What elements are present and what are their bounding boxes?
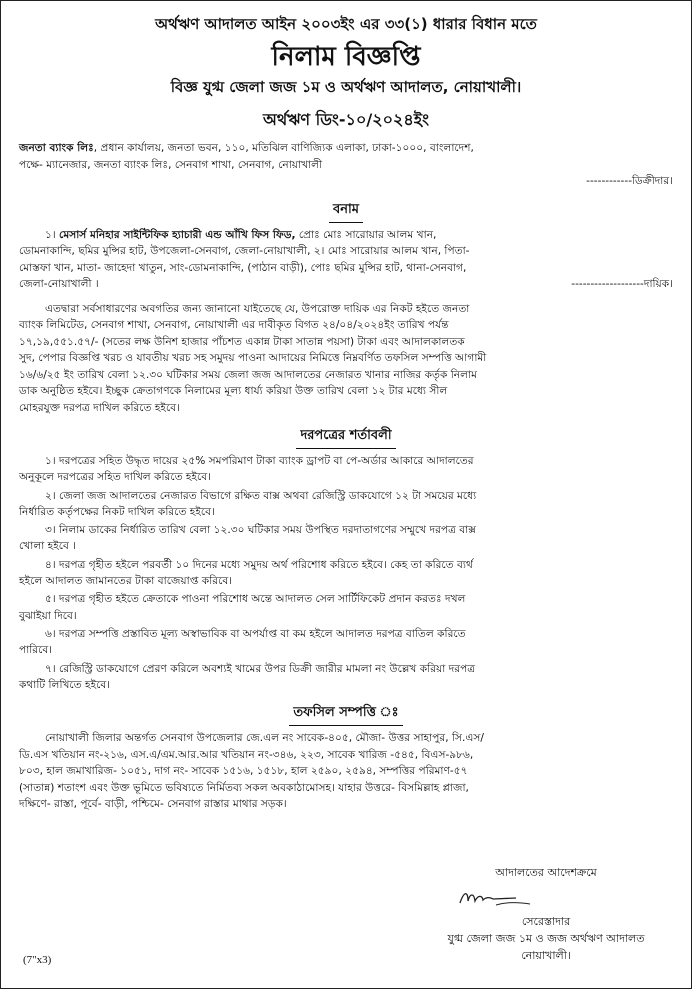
case-number: অর্থঋণ ডিং-১০/২০২৪ইং (262, 110, 429, 129)
debtor-line-1: ১। মেসার্স মনিহার সাইন্টিফিক হ্যাচারী এন্ড আঁখি ফিস ফিড, প্রোঃ মোঃ সারোয়ার আলম খান, (45, 228, 437, 241)
condition-4: ৪। দরপত্র গৃহীত হইলে পরবর্তী ১০ দিনের মধ্যে সমুদয় অর্থ পরিশোধ করিতে হইবে। কেহ তা করিতে ব্যর্থ হইলে আদালত জামানতের টাকা বাজেয়াপ্ত করিবে। (19, 558, 473, 588)
notice-line: ব্যাংক লিমিটেড, সেনবাগ শাখা, সেনবাগ, নোয়াখালী এর দাবীকৃত বিগত ২৪/০৪/২০২৪ইং তারিখ পর্যন্ত (19, 319, 449, 331)
schedule-line: (সাতান্ন) শতাংশ এবং উক্ত ভূমিতে ভবিষ্যতে নির্মিতব্য সকল অবকাঠামোসহ। যাহার উত্তরে- বিসমিল্লাহ প্লাজা, (19, 781, 469, 794)
decree-holder-line-2: পক্ষে- ম্যানেজার, জনতা ব্যাংক লিঃ, সেনবাগ শাখা, সেনবাগ, নোয়াখালী (19, 158, 323, 171)
schedule-body (19, 730, 673, 813)
decree-holder-name: জনতা ব্যাংক লিঃ (19, 142, 94, 154)
notice-line: ১৬/৬/২৫ ইং তারিখ বেলা ১২.৩০ ঘটিকার সময় জেলা জজ আদালতের নেজারত খানার নাজির কর্তৃক নিলাম (19, 368, 477, 381)
debtor-line-2: ডোমনাকান্দি, ছমির মুন্সির হাট, উপজেলা-সেনবাগ, জেলা-নোয়াখালী, ২। মোঃ সারোয়ার আলম খান, পিতা- (19, 245, 470, 257)
notice-title: নিলাম বিজ্ঞপ্তি (271, 42, 421, 72)
conditions-list (19, 453, 673, 693)
signature-image (456, 885, 536, 911)
notice-body (19, 301, 673, 417)
condition-1: ১। দরপত্রের সহিত উদ্ধৃত দায়ের ২৫% সমপরিমাণ টাকা ব্যাংক ড্রাপট বা পে-অর্ডার আকারে আদালতের অনুকূলে দরপত্রের সহিত দাখিল করিতে হইবে। (19, 455, 474, 484)
condition-5: ৫। দরপত্র গৃহীত হইতে ক্রেতাকে পাওনা পরিশোধ অন্তে আদালত সেল সার্টিফিকেট প্রদান করতঃ দখল বুঝাইয়া দিবে। (19, 593, 466, 622)
schedule-heading: তফসিল সম্পত্তি ঃ (19, 701, 673, 726)
schedule-line: ডি.এস খতিয়ান নং-২১৬, এস.এ/এম.আর.আর খতিয়ান নং-৩৪৬, ২২৩, সাবেক খারিজ -৫৪৫, বিএস-৯৮৬, (19, 748, 474, 761)
ad-size-code: (7"x3) (23, 954, 52, 966)
notice-line: ১৭,১৯,৫৫১.৫৭/- (সতের লক্ষ উনিশ হাজার পাঁচশত একান্ন টাকা সাতান্ন পয়সা) টাকা এবং আদালকালতক (19, 335, 465, 348)
notice-line: মোহরযুক্ত দরপত্র দাখিল করিতে হইবে। (19, 401, 180, 414)
versus-heading: বনাম (19, 198, 673, 223)
schedule-line: ৮০৩, হাল জমাখারিজ- ১০৫১, দাগ নং- সাবেক ১৫১৬, ১৫১৮, হাল ২৫৯০, ২৫৯৪, সম্পত্তির পরিমাণ-৫৭ (19, 765, 468, 778)
debtor-firm-name: মেসার্স মনিহার সাইন্টিফিক হ্যাচারী এন্ড আঁখি ফিস ফিড, (59, 228, 296, 241)
decree-holder-details: , প্রধান কার্যালয়, জনতা ভবন, ১১০, মতিঝিল বাণিজ্যিক এলাকা, ঢাকা-১০০০, বাংলাদেশ, (93, 142, 474, 154)
decree-holder-line-1 (19, 140, 673, 157)
schedule-line: নোয়াখালী জিলার অন্তর্গত সেনবাগ উপজেলার জে.এল নং সাবেক-৪০৫, মৌজা- উত্তর সাহাপুর, সি.এস/ (45, 732, 484, 745)
designation: সেরেস্তাদার (521, 915, 571, 928)
notice-line: এতদ্বারা সর্বসাধারণের অবগতির জন্য জানানো যাইতেছে যে, উপরোক্ত দায়িক এর নিকট হইতে জনতা (45, 302, 470, 315)
decree-holder-label: ------------ডিক্রীদার। (586, 175, 673, 187)
notice-line: ডাক অনুষ্ঠিত হইবে। ইচ্ছুক ক্রেতাগণকে নিলামের মূল্য ধার্য্য করিয়া উক্ত তারিখ বেলা ১২ টার মধ্যে সীল (19, 385, 448, 397)
schedule-line: দক্ষিণে- রাস্তা, পূর্বে- বাড়ী, পশ্চিমে- সেনবাগ রাস্তার মাথার সড়ক। (19, 798, 287, 811)
condition-7: ৭। রেজিস্ট্রি ডাকযোগে প্রেরণ করিলে অবশ্যই খামের উপর ডিক্রী জারীর মামলা নং উল্লেখ করিয়া দরপত্র কথাটি লিখিতে হইবে। (19, 662, 476, 691)
issuing-court: যুগ্ম জেলা জজ ১ম ও জজ অর্থঋণ আদালত (447, 932, 645, 945)
debtor-line-3: মোস্তফা খান, মাতা- জাহেদা খাতুন, সাং-ডোমনাকান্দি, (পাঠান বাড়ী), পোঃ ছমির মুন্সির হাট, থানা-সেনবাগ, (19, 261, 467, 274)
court-place: নোয়াখালী। (521, 949, 571, 962)
court-name: বিজ্ঞ যুগ্ম জেলা জজ ১ম ও অর্থঋণ আদালত, নোয়াখালী। (170, 78, 522, 96)
debtor-line-4: জেলা-নোয়াখালী । -------------------দায়িক। (19, 276, 673, 293)
by-order-of-court: আদালতের আদেশক্রমে (495, 866, 597, 879)
decree-holder-block (19, 140, 673, 190)
condition-3: ৩। নিলাম ডাকের নির্ধারিত তারিখ বেলা ১২.৩০ ঘটিকার সময় উপস্থিত দরদাতাগণের সম্মুখে দরপত্র বাক্স খোলা হইবে । (19, 524, 476, 553)
law-reference: অর্থঋণ আদালত আইন ২০০৩ইং এর ৩৩(১) ধারার বিধান মতে (155, 15, 537, 33)
condition-2: ২। জেলা জজ আদালতের নেজারত বিভাগে রক্ষিত বাক্স অথবা রেজিস্ট্রি ডাকযোগে ১২ টা সময়ের মধ্যে নির্ধারিত কর্তৃপক্ষের নিকট দাখিল করিতে হইবে। (19, 489, 477, 518)
condition-6: ৬। দরপত্র সম্পত্তি প্রস্তাবিত মূল্য অস্বাভাবিক বা অপর্যাপ্ত বা কম হইলে আদালত দরপত্র বাতিল করিতে পারিবে। (19, 627, 466, 657)
debtor-block (19, 227, 673, 293)
notice-line: সুদ, পেপার বিজ্ঞপ্তি খরচ ও যাবতীয় খরচ সহ সমুদয় পাওনা আদায়ের নিমিত্তে নিম্নবর্ণিত তফসিল সম্পত্তি আগামী (19, 352, 487, 364)
conditions-heading: দরপত্রের শর্তাবলী (19, 424, 673, 449)
debtor-label: -------------------দায়িক। (571, 278, 673, 290)
